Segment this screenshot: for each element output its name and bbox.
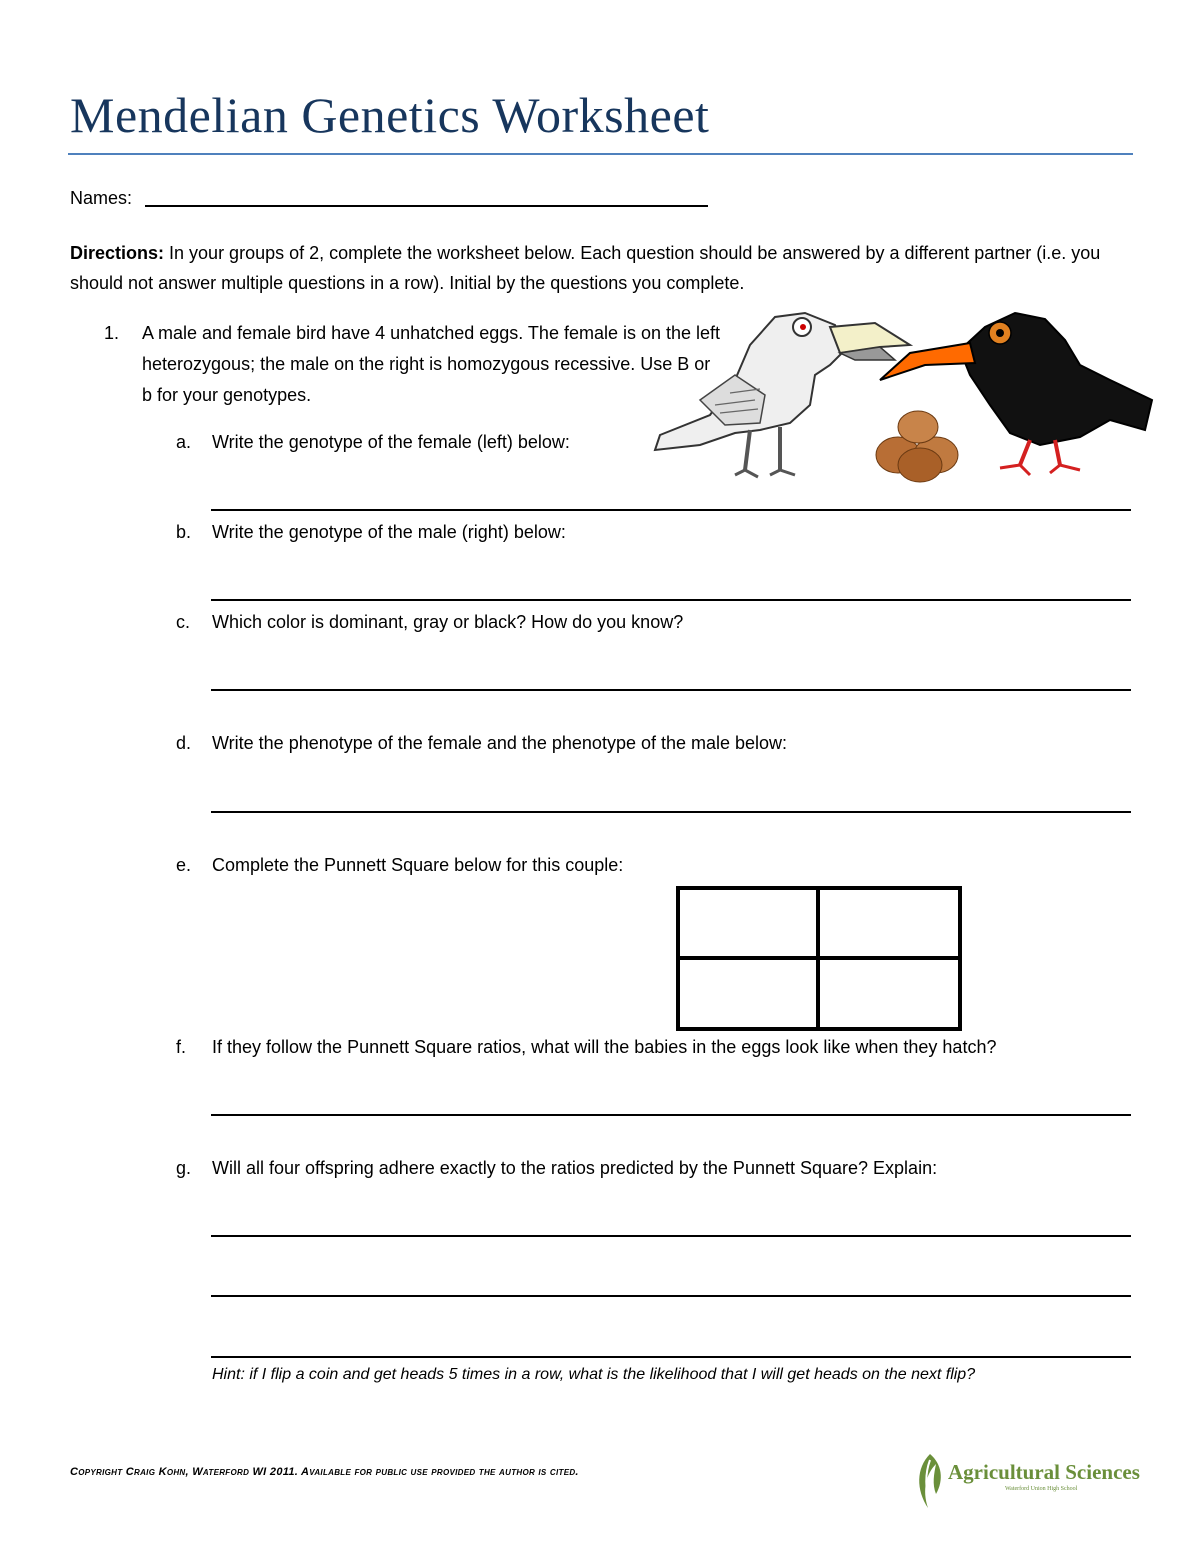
names-label: Names: — [70, 188, 133, 208]
subquestion-b-text: Write the genotype of the male (right) below: — [212, 522, 566, 542]
answer-line-g-1[interactable] — [211, 1235, 1131, 1237]
question-1-text: A male and female bird have 4 unhatched eggs. The female is on the left heterozygous; the male on the right is homozygous recessive. Use B or b for your genotypes. — [142, 323, 721, 405]
subquestion-f-text: If they follow the Punnett Square ratios, what will the babies in the eggs look like when they hatch? — [212, 1037, 997, 1057]
subquestion-e-text: Complete the Punnett Square below for this couple: — [212, 855, 624, 875]
copyright-footer: Copyright Craig Kohn, Waterford WI 2011. Available for public use provided the author is cited. — [70, 1466, 579, 1478]
subquestion-b-letter: b. — [176, 522, 192, 542]
eggs-icon — [876, 411, 958, 482]
names-answer-line[interactable] — [145, 205, 708, 207]
logo-subtitle: Waterford Union High School — [1005, 1486, 1078, 1492]
answer-line-g-3[interactable] — [211, 1356, 1131, 1358]
subquestion-d-letter: d. — [176, 733, 192, 753]
directions-label: Directions: — [70, 243, 165, 263]
subquestion-a-text: Write the genotype of the female (left) below: — [212, 432, 570, 452]
hint-text: Hint: if I flip a coin and get heads 5 times in a row, what is the likelihood that I will get heads on the next flip? — [212, 1366, 976, 1383]
agricultural-sciences-leaf-icon — [912, 1450, 948, 1512]
birds-and-eggs-illustration — [640, 305, 1160, 495]
question-1-number: 1. — [104, 323, 120, 343]
directions-text: In your groups of 2, complete the worksheet below. Each question should be answered by a different partner (i.e. you should not answer multiple questions in a row). Initial by the questions you complete. — [70, 243, 1101, 293]
subquestion-a-letter: a. — [176, 432, 192, 452]
subquestion-e-letter: e. — [176, 855, 192, 875]
subquestion-f-letter: f. — [176, 1037, 187, 1057]
directions-paragraph — [70, 238, 1140, 298]
logo-title: Agricultural Sciences — [948, 1460, 1140, 1484]
subquestion-g-text: Will all four offspring adhere exactly to the ratios predicted by the Punnett Square? Explain: — [212, 1158, 938, 1178]
answer-line-g-2[interactable] — [211, 1295, 1131, 1297]
subquestion-d-text: Write the phenotype of the female and the phenotype of the male below: — [212, 733, 788, 753]
subquestion-c-text: Which color is dominant, gray or black? How do you know? — [212, 612, 684, 632]
answer-line-b[interactable] — [211, 599, 1131, 601]
gray-bird-icon — [655, 313, 910, 477]
answer-line-a[interactable] — [211, 509, 1131, 511]
subquestion-c-letter: c. — [176, 612, 191, 632]
answer-line-c[interactable] — [211, 689, 1131, 691]
punnett-square-horizontal-divider — [676, 956, 962, 960]
subquestion-g-letter: g. — [176, 1158, 192, 1178]
answer-line-d[interactable] — [211, 811, 1131, 813]
title-underline — [68, 153, 1133, 155]
worksheet-title: Mendelian Genetics Worksheet — [70, 87, 710, 143]
answer-line-f[interactable] — [211, 1114, 1131, 1116]
